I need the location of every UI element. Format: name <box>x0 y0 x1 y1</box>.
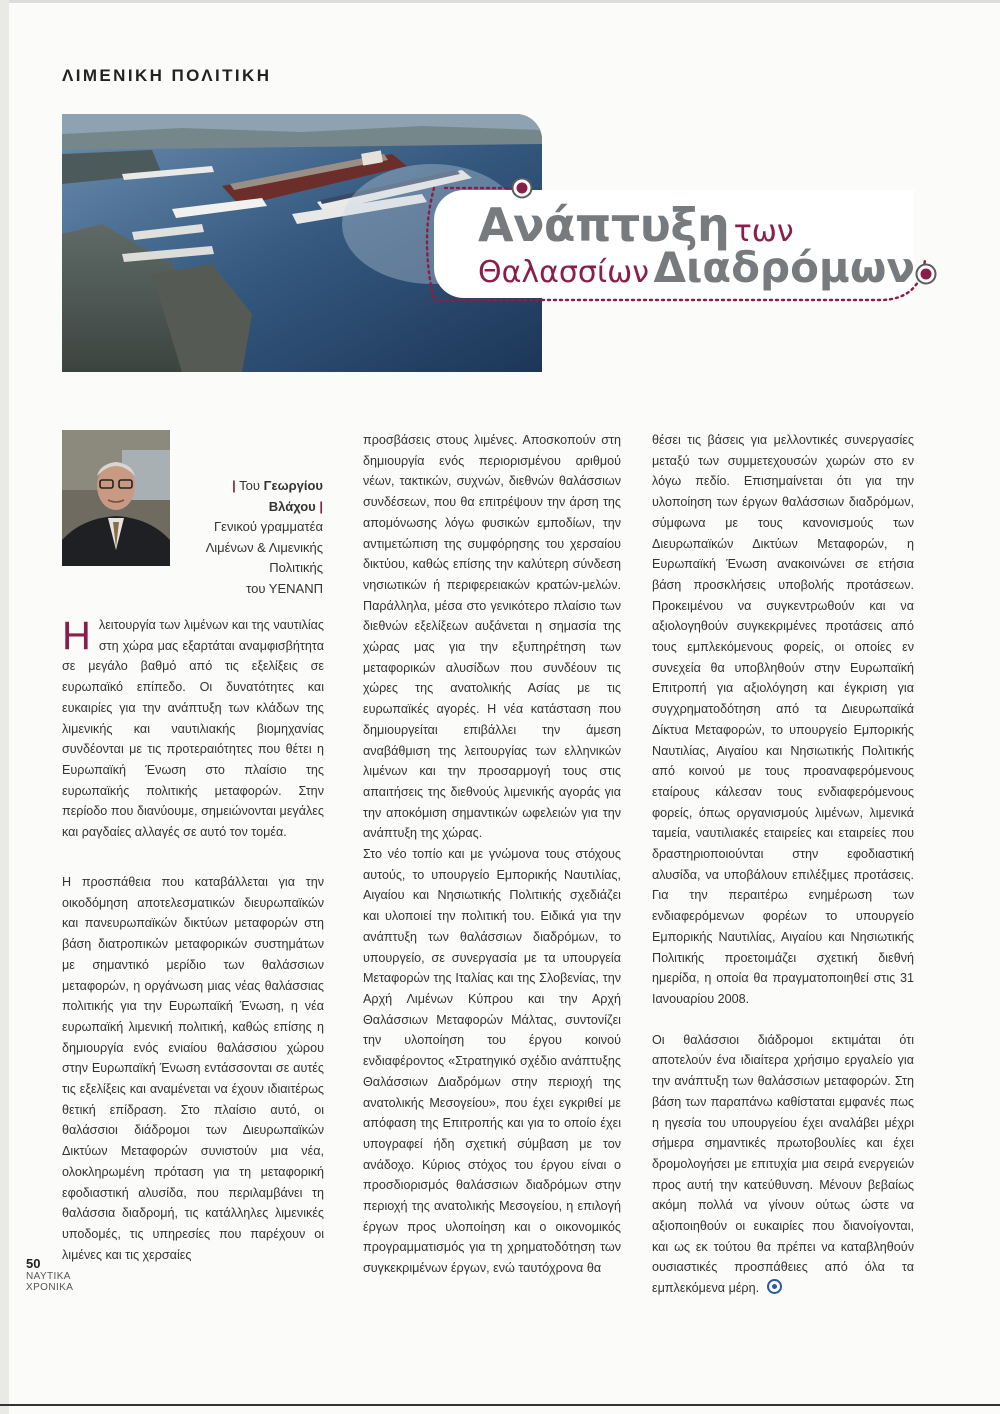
paragraph: Οι θαλάσσιοι διάδρομοι εκτιμάται ότι αποτελούν ένα ιδιαίτερα χρήσιμο εργαλείο για την ανάπτυξη των θαλάσσιων μεταφορών. Στη βάση των παραπάνω καθίσταται εμφανές πως η ηγεσία του υπουργείου έχει αναλάβει μέχρι σήμερα σημαντικές πρωτοβουλίες και έχει δρομολογήσει με επιτυχία μια σειρά ενεργειών προς αυτή την κατεύθυνση. Μένουν βεβαίως ακόμη πολλά να γίνουν ούτως ώστε να αξιοποιηθούν οι ευκαιρίες που διανοίγονται, και ως εκ τούτου θα πρέπει να καταβληθούν ουσιαστικές προσπάθειες από όλα τα εμπλεκόμενα μέρη. <box>652 1032 914 1296</box>
drop-cap: Η <box>62 614 91 658</box>
author-role: του ΥΕΝΑΝΠ <box>246 580 323 596</box>
article-column-2 <box>363 430 621 1279</box>
magazine-name: ΝΑΥΤΙΚΑ ΧΡΟΝΙΚΑ <box>26 1271 74 1293</box>
paragraph: Η προσπάθεια που καταβάλλεται για την οικοδόμηση αποτελεσματικών διευρωπαϊκών και πανευρωπαϊκών δικτύων μεταφορών στη βάση διατροπικών μεταφορικών συστημάτων με σημαντικό μερίδιο των θαλάσσιων μεταφορών, η οργάνωση μιας νέας θαλάσσιας πολιτικής για την Ευρωπαϊκή Ένωση, η νέα ευρωπαϊκή λιμενική πολιτική, καθώς επίσης η δημιουργία ενός ενιαίου θαλάσσιου χώρου στην Ευρωπαϊκή Ένωση εντάσσονται σε αυτές τις εξελίξεις και αναμένεται να έχουν ιδιαιτέρως θετική επίδραση. Στο πλαίσιο αυτό, οι θαλάσσιοι διάδρομοι των Διευρωπαϊκών Δικτύων Μεταφορών συνιστούν μια νέα, ολοκληρωμένη πρόταση για τη μεταφορική εφοδιαστική αλυσίδα, που περιλαμβάνει τη θαλάσσια διαδρομή, τις κατάλληλες λιμενικές υποδομές, τις υπηρεσίες που παρέχουν οι λιμένες και τις χερσαίες <box>62 875 324 1262</box>
author-byline: | Του Γεωργίου Βλάχου | Γενικού γραμματέα Λιμένων & Λιμενικής Πολιτικής του ΥΕΝΑΝΠ <box>183 476 323 599</box>
author-portrait <box>62 430 170 566</box>
article-column-3 <box>652 430 914 1299</box>
author-role: Γενικού γραμματέα <box>214 519 323 534</box>
title-bullet-icon <box>914 262 938 286</box>
title-bullet-icon <box>510 176 534 200</box>
article-title-line-2 <box>478 243 915 292</box>
page-number: 50 <box>26 1256 41 1271</box>
paragraph: θέσει τις βάσεις για μελλοντικές συνεργασίες μεταξύ των συμμετεχουσών χωρών στο εν λόγω πεδίο. Επισημαίνεται ότι για την υλοποίηση των έργων θαλάσσιων διαδρόμων, σύμφωνα με τους κανονισμούς των Διευρωπαϊκών Δικτύων Μεταφορών, η Ευρωπαϊκή Ένωση ανακοινώνει σε ετήσια βάση προσκλήσεις υποβολής προτάσεων. Προκειμένου να συγκεντρωθούν και να αξιολογηθούν συγκεκριμένες προτάσεις από τους εμπλεκόμενους φορείς, οι οποίες εν συνεχεία θα υποβληθούν στην Ευρωπαϊκή Επιτροπή για αξιολόγηση και έγκριση για συγχρηματοδότηση από τα Διευρωπαϊκά Δίκτυα Μεταφορών, το υπουργείο Εμπορικής Ναυτιλίας, Αιγαίου και Νησιωτικής Πολιτικής από κοινού με τους προαναφερόμενους εταίρους κάλεσαν τους ενδιαφερόμενους φορείς, όπως οργανισμούς λιμένων, λιμενικά ταμεία, ναυτιλιακές εταιρείες και εταιρείες που δραστηριοποιούνται στην εφοδιαστική αλυσίδα, να υποβάλουν επιλέξιμες προτάσεις. Για την περαιτέρω ενημέρωση των ενδιαφερόμενων φορέων το υπουργείο Εμπορικής Ναυτιλίας, Αιγαίου και Νησιωτικής Πολιτικής προετοιμάζει σχετική διεθνή ημερίδα, η οποία θα πραγματοποιηθεί στις 31 Ιανουαρίου 2008. <box>652 433 914 1006</box>
bottom-rule <box>0 1404 1000 1406</box>
title-word-small: των <box>733 214 794 249</box>
author-role: Λιμένων & Λιμενικής Πολιτικής <box>205 539 323 575</box>
title-word-big: Διαδρόμων <box>653 243 915 292</box>
article-column-1-continued <box>62 872 324 1265</box>
section-title: ΛΙΜΕΝΙΚΗ ΠΟΛΙΤΙΚΗ <box>62 66 272 85</box>
title-word-small: Θαλασσίων <box>478 255 649 290</box>
article-column-1 <box>62 615 324 843</box>
paragraph: Η λειτουργία των λιμένων και της ναυτιλίας στη χώρα μας εξαρτάται αναμφισβήτητα σε μεγάλο βαθμό από τις εξελίξεις σε ευρωπαϊκό επίπεδο. Οι δυνατότητες και ευκαιρίες για την ανάπτυξη των κλάδων της λιμενικής και ναυτιλιακής βιομηχανίας συνδέονται με τις προτεραιότητες που θέτει η Ευρωπαϊκή Ένωση στο πλαίσιο της ευρωπαϊκής πολιτικής μεταφορών. Στην περίοδο που διανύουμε, σημειώνονται μεγάλες και ραγδαίες αλλαγές σε αυτό τον τομέα. <box>62 614 324 840</box>
paragraph: προσβάσεις στους λιμένες. Αποσκοπούν στη δημιουργία ενός περιορισμένου αριθμού νέων, τακτικών, συχνών, διεθνών θαλάσσιων συνδέσεων, που θα επιτρέψουν την άρση της απομόνωσης λόγω φυσικών εμποδίων, την αντιμετώπιση της συμφόρησης του χερσαίου δικτύου, καθώς επίσης την καλύτερη σύνδεση νησιωτικών ή περιφερειακών κρατών-μελών. Παράλληλα, μέσα στο γενικότερο πλαίσιο των διεθνών εξελίξεων αυξάνεται η σημασία της χώρας μας για την εξυπηρέτηση των μεταφορικών αλυσίδων που συνδέουν τις χώρες της ανατολικής Ασίας με τις ευρωπαϊκές αγορές. Η νέα κατάσταση που δημιουργείται επιβάλλει την άμεση αναβάθμιση της λειτουργίας των ελληνικών λιμένων και την προσαρμογή τους στις απαιτήσεις της διεθνούς λιμενικής αγοράς για την αποκόμιση σημαντικών ωφελειών για την ανάπτυξη της χώρας. <box>363 433 621 841</box>
paragraph: Στο νέο τοπίο και με γνώμονα τους στόχους αυτούς, το υπουργείο Εμπορικής Ναυτιλίας, Αιγαίου και Νησιωτικής Πολιτικής σχεδιάζει και υλοποιεί την πολιτική του. Ειδικά για την ανάπτυξη των θαλάσσιων διαδρόμων, το υπουργείο, σε συνεργασία με τα υπουργεία Μεταφορών της Ιταλίας και της Σλοβενίας, την Αρχή Λιμένων Κύπρου και την Αρχή Θαλάσσιων Μεταφορών Μάλτας, συντονίζει την υλοποίηση του έργου κοινού ενδιαφέροντος «Στρατηγικό σχέδιο ανάπτυξης Θαλάσσιων Διαδρόμων στην περιοχή της ανατολικής Μεσογείου», που έχει εγκριθεί με απόφαση της Επιτροπής και για το οποίο έχει υπογραφεί ήδη σχετική σύμβαση με τον ανάδοχο. Κύριος στόχος του έργου είναι ο προσδιορισμός θαλάσσιων διαδρόμων στην περιοχή της ανατολικής Μεσογείου, η επιλογή έργων προς υλοποίηση και ο οικονομικός προγραμματισμός για τη χρηματοδότηση των συγκεκριμένων έργων, ενώ ταυτόχρονα θα <box>363 847 621 1276</box>
article-end-icon <box>767 1279 782 1294</box>
byline-prefix: Του <box>239 478 261 493</box>
author-name: Γεωργίου Βλάχου <box>263 478 323 514</box>
title-word-big: Ανάπτυξη <box>478 198 730 252</box>
